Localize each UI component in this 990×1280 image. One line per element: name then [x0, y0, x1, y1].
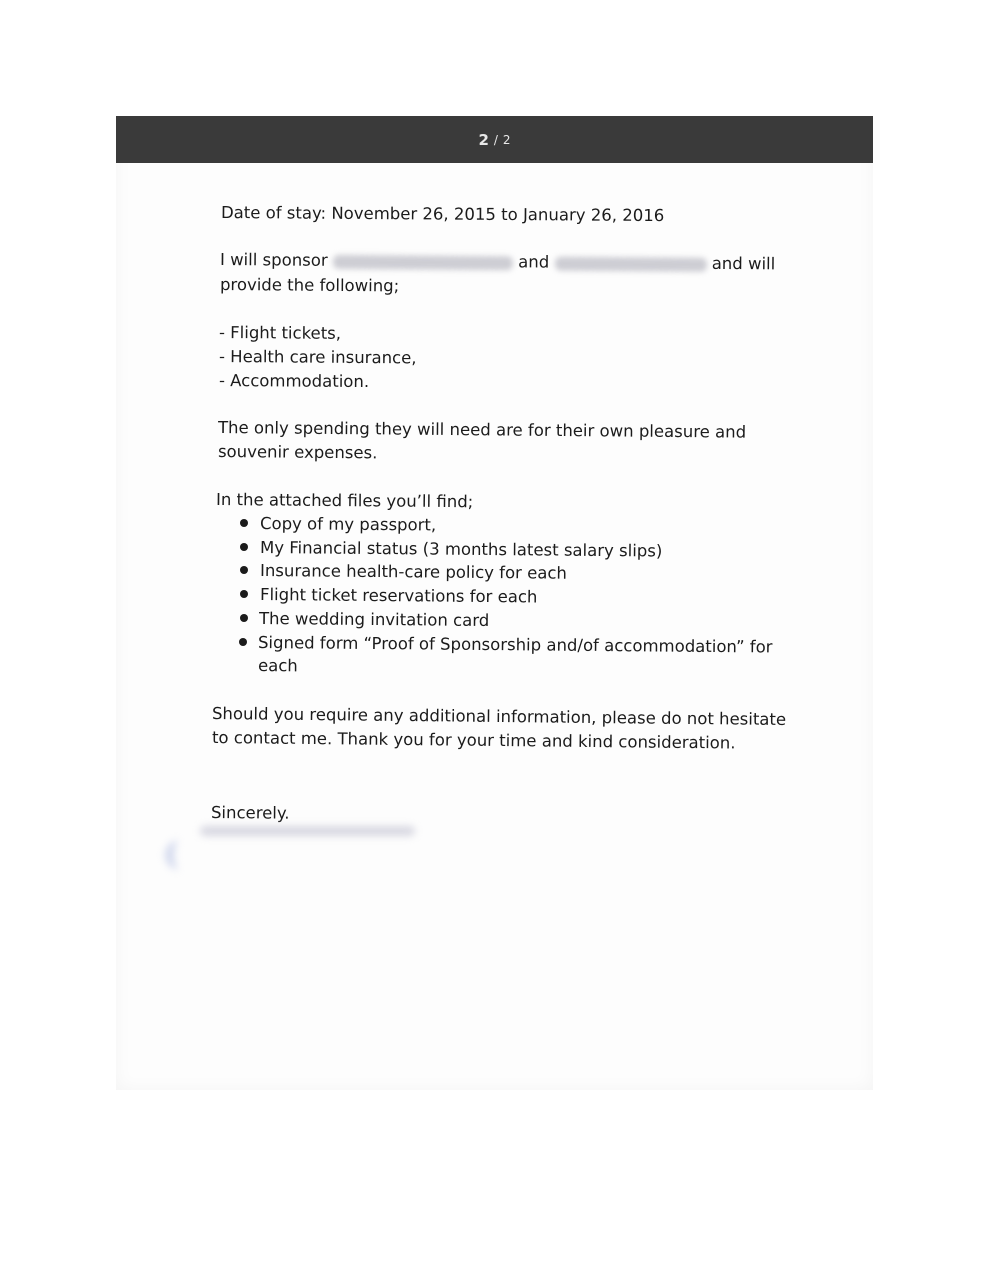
bullet-icon [240, 590, 248, 598]
attachment-item: Signed form “Proof of Sponsorship and/of accommodation” for [257, 633, 773, 657]
attachment-item: Copy of my passport, [259, 514, 437, 535]
closing-line-1: Should you require any additional information, please do not hesitate [211, 704, 787, 730]
total-pages: 2 [502, 132, 511, 147]
bullet-icon [240, 543, 248, 551]
redacted-name-2 [554, 256, 706, 271]
sponsor-line [220, 250, 775, 273]
sponsor-prefix: I will sponsor [219, 250, 328, 270]
sponsor-and: and [518, 252, 550, 272]
attachment-item: My Financial status (3 months latest salary slips) [259, 538, 663, 561]
attachment-item-continued: each [257, 656, 298, 676]
bullet-icon [240, 614, 248, 622]
closing-line-2: to contact me. Thank you for your time and kind consideration. [211, 728, 736, 753]
provision-item: - Flight tickets, [218, 323, 342, 343]
signoff: Sincerely. [210, 803, 290, 823]
attachment-item: Flight ticket reservations for each [259, 585, 538, 607]
bullet-icon [240, 566, 248, 574]
spending-line-1: The only spending they will need are for their own pleasure and [217, 418, 747, 442]
bullet-icon [240, 519, 248, 527]
attached-intro: In the attached files you’ll find; [215, 490, 474, 512]
page-separator: / [493, 132, 498, 147]
attachment-item: The wedding invitation card [258, 609, 490, 631]
redacted-name-1 [333, 254, 513, 269]
redacted-signature-name [200, 826, 415, 836]
current-page-number: 2 [478, 130, 489, 149]
bullet-icon [239, 638, 247, 646]
signature-mark [165, 840, 234, 870]
sponsor-suffix: and will [711, 253, 776, 274]
provision-item: - Accommodation. [218, 371, 370, 392]
provision-item: - Health care insurance, [218, 347, 417, 368]
sponsor-line-2: provide the following; [219, 275, 400, 296]
date-of-stay-line: Date of stay: November 26, 2015 to January 26, 2016 [220, 203, 665, 226]
spending-line-2: souvenir expenses. [217, 442, 378, 463]
attachment-item: Insurance health-care policy for each [259, 561, 568, 583]
